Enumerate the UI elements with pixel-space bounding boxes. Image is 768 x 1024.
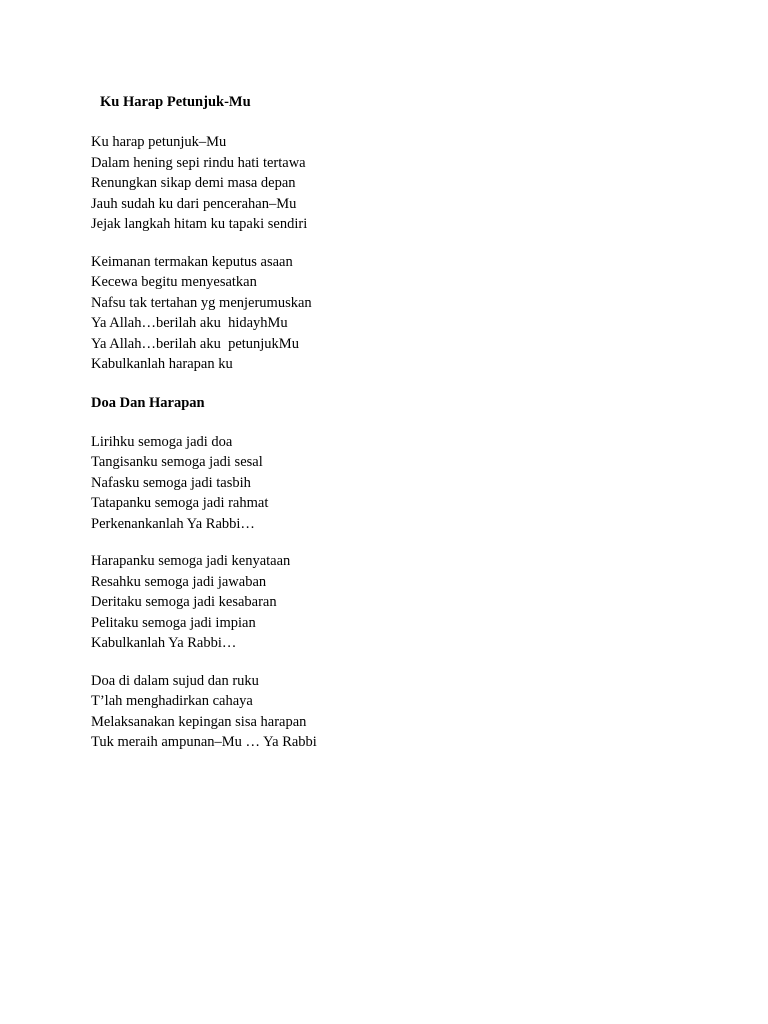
poem-line: Keimanan termakan keputus asaan — [91, 253, 293, 270]
poem-line: Lirihku semoga jadi doa — [91, 433, 233, 450]
poem-line: Dalam hening sepi rindu hati tertawa — [91, 154, 306, 171]
document-page — [91, 91, 711, 770]
poem-line: Resahku semoga jadi jawaban — [91, 573, 267, 590]
poem-line: Doa di dalam sujud dan ruku — [91, 672, 259, 689]
poem-line: Ku harap petunjuk–Mu — [91, 134, 227, 150]
poem-line: Ya Allah…berilah aku hidayhMu — [91, 315, 288, 331]
poem-line: Pelitaku semoga jadi impian — [91, 614, 256, 631]
poem-line: Tatapanku semoga jadi rahmat — [91, 495, 269, 511]
poem-line: Kabulkanlah Ya Rabbi… — [91, 635, 237, 651]
poem2-stanza-2 — [91, 551, 711, 654]
poem-line: Jauh sudah ku dari pencerahan–Mu — [91, 195, 297, 212]
poem-line: Kabulkanlah harapan ku — [91, 356, 233, 372]
poem-line: Ya Allah…berilah aku petunjukMu — [91, 335, 299, 352]
poem-line: Kecewa begitu menyesatkan — [91, 274, 257, 290]
poem-line: Tangisanku semoga jadi sesal — [91, 454, 263, 470]
poem2-stanza-1 — [91, 432, 711, 535]
poem1-stanza-1 — [91, 132, 711, 235]
poem-line: Nafasku semoga jadi tasbih — [91, 474, 251, 491]
poem-line: Renungkan sikap demi masa depan — [91, 175, 296, 191]
poem-title-2: Doa Dan Harapan — [91, 394, 205, 411]
poem-line: Perkenankanlah Ya Rabbi… — [91, 515, 255, 532]
poem-line: Melaksanakan kepingan sisa harapan — [91, 713, 307, 730]
poem-line: Tuk meraih ampunan–Mu … Ya Rabbi — [91, 734, 317, 750]
poem-line: T’lah menghadirkan cahaya — [91, 693, 253, 709]
poem-line: Deritaku semoga jadi kesabaran — [91, 594, 277, 610]
poem-line: Nafsu tak tertahan yg menjerumuskan — [91, 294, 312, 311]
poem-title-1: Ku Harap Petunjuk-Mu — [100, 94, 251, 110]
poem-line: Harapanku semoga jadi kenyataan — [91, 553, 291, 569]
poem-line: Jejak langkah hitam ku tapaki sendiri — [91, 216, 308, 232]
poem1-stanza-2 — [91, 252, 711, 375]
poem2-stanza-3 — [91, 671, 711, 753]
